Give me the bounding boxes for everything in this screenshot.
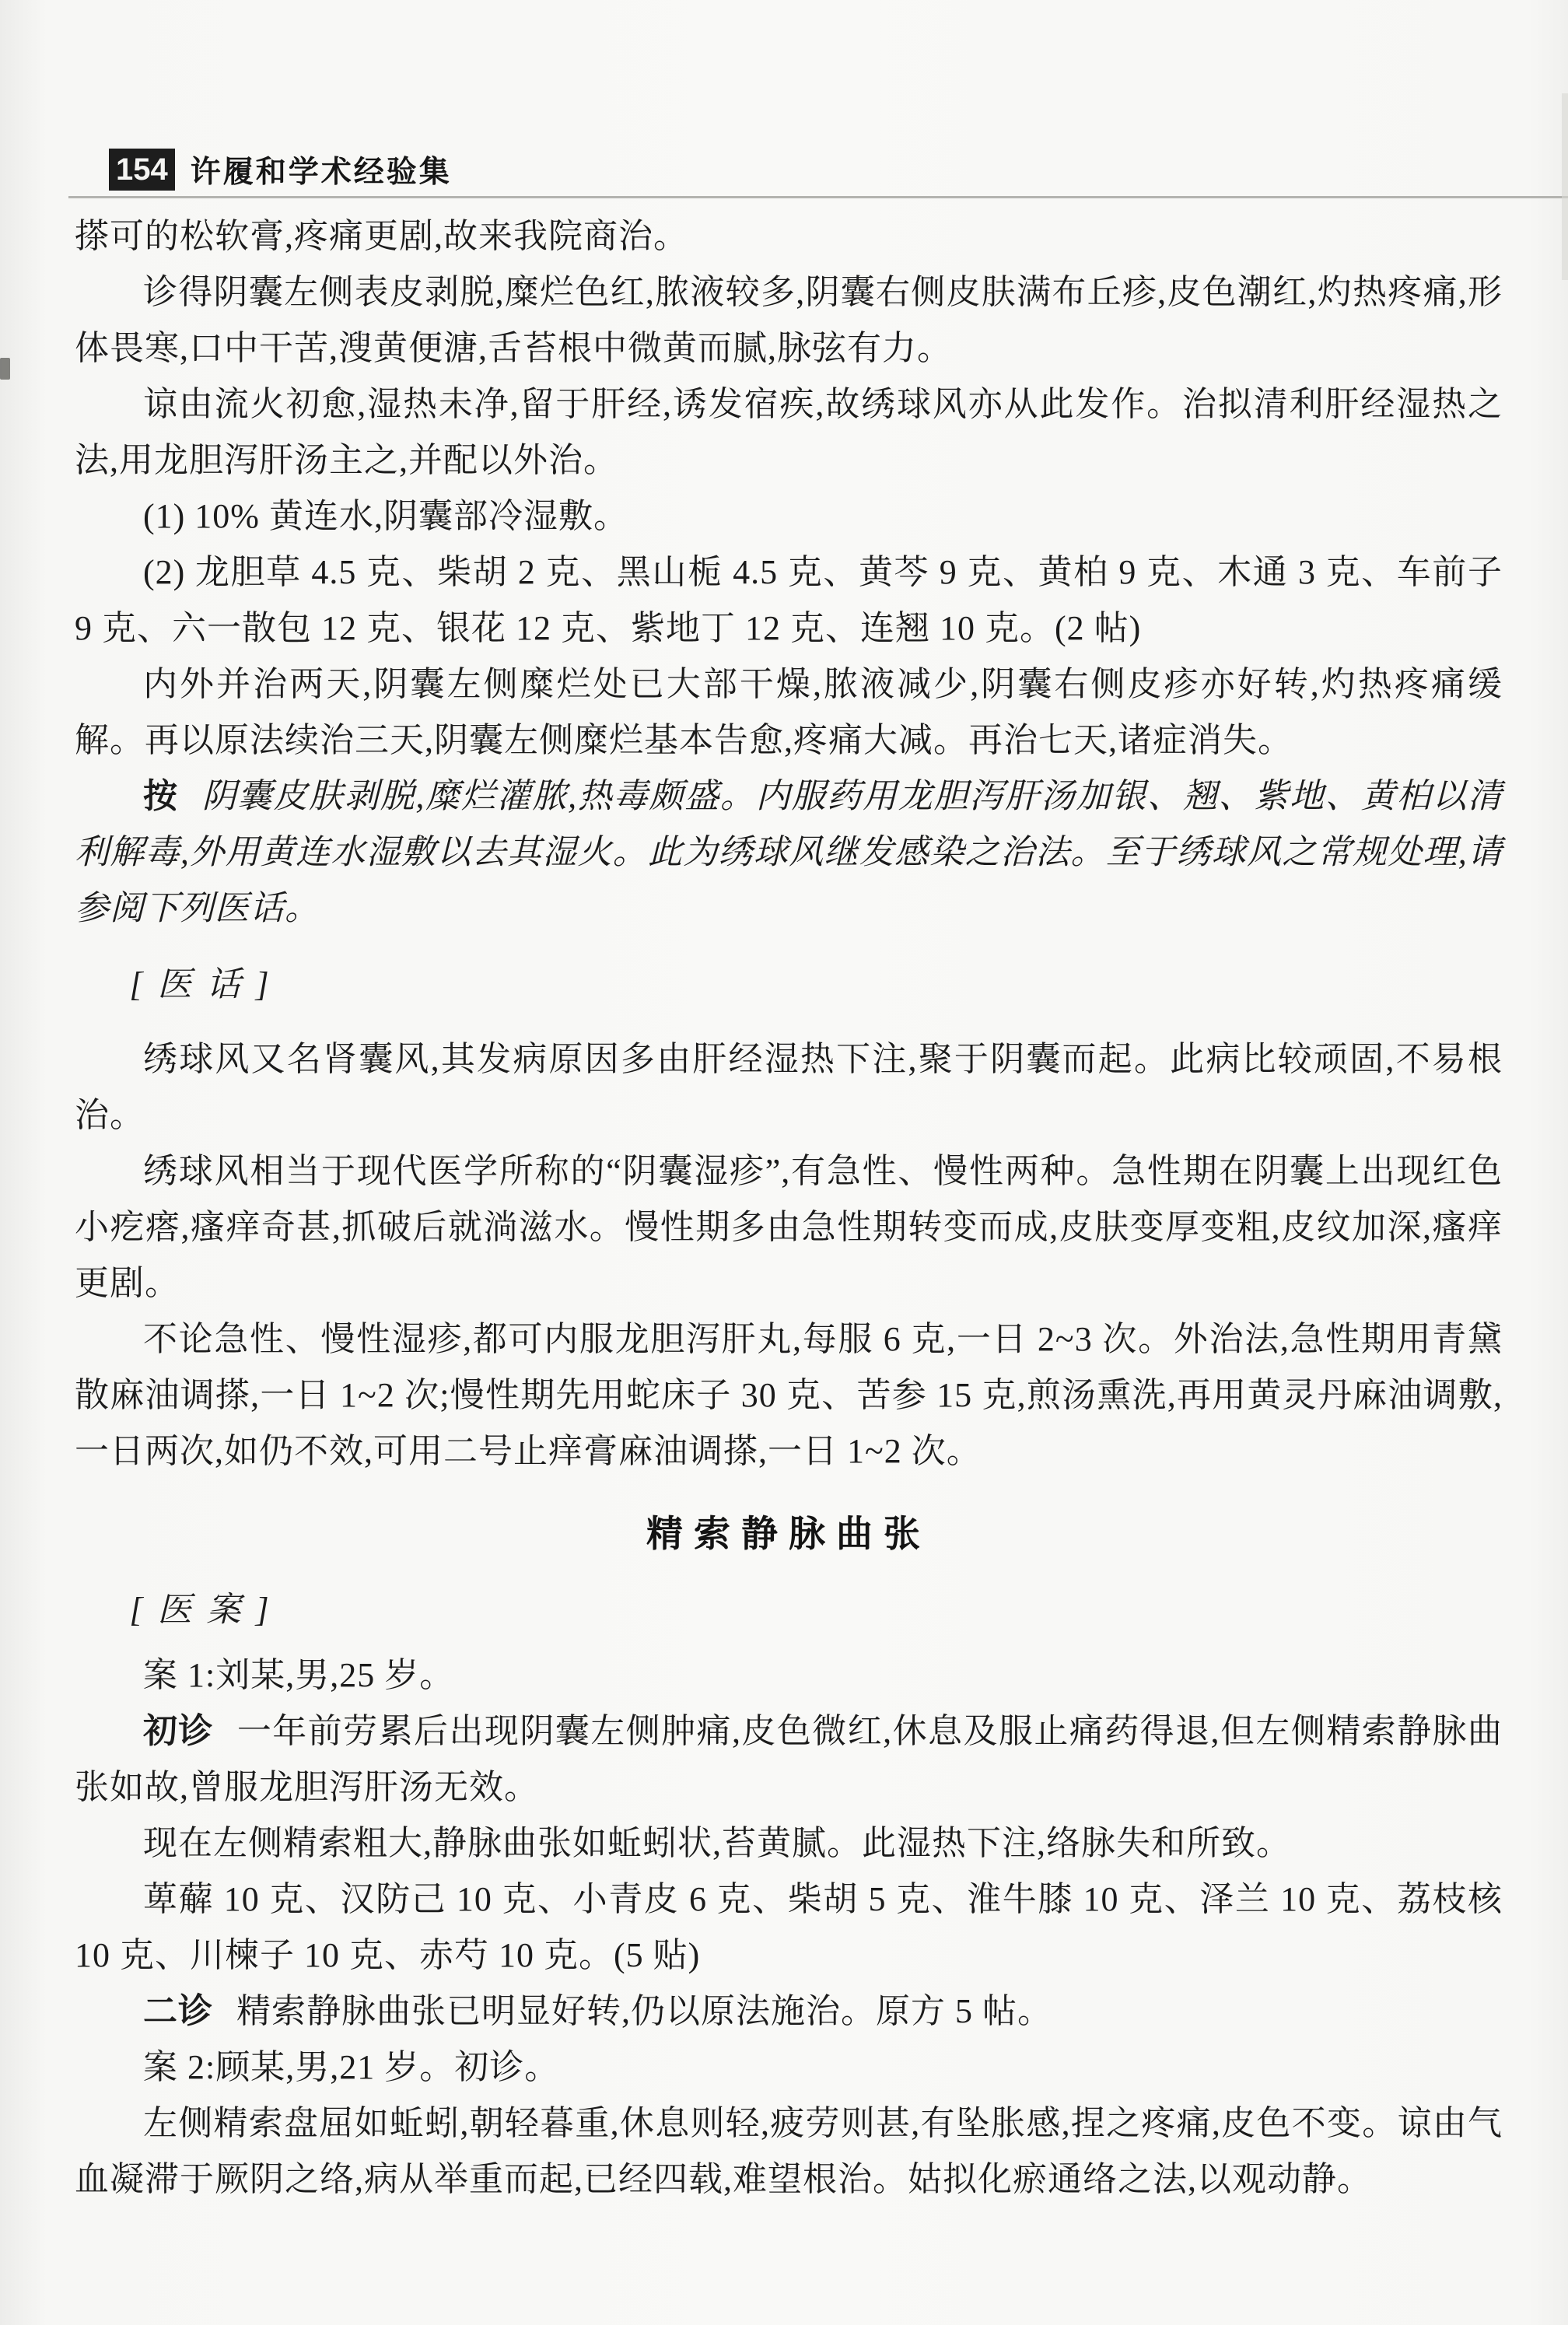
yihua-paragraph-2: 绣球风相当于现代医学所称的“阴囊湿疹”,有急性、慢性两种。急性期在阴囊上出现红色小疙瘩,瘙痒奇甚,抓破后就淌滋水。慢性期多由急性期转变而成,皮肤变厚变粗,皮纹加深,瘙痒更剧。 <box>75 1152 1503 1302</box>
second-visit-text: 精索静脉曲张已明显好转,仍以原法施治。原方 5 帖。 <box>236 1992 1052 2030</box>
page-number-badge: 154 <box>109 149 175 191</box>
paragraph-continuation: 搽可的松软膏,疼痛更剧,故来我院商治。 <box>75 217 688 255</box>
case2-intro: 案 2:顾某,男,21 岁。初诊。 <box>143 2048 560 2086</box>
second-visit-label: 二诊 <box>143 1992 213 2030</box>
yihua-paragraph-1: 绣球风又名肾囊风,其发病原因多由肝经湿热下注,聚于阴囊而起。此病比较顽固,不易根治。 <box>75 1040 1503 1134</box>
case1-second-visit <box>75 1984 1503 2040</box>
paragraph-analysis: 谅由流火初愈,湿热未净,留于肝经,诱发宿疾,故绣球风亦从此发作。治拟清利肝经湿热之法,用龙胆泻肝汤主之,并配以外治。 <box>75 385 1503 479</box>
prescription-item-2: (2) 龙胆草 4.5 克、柴胡 2 克、黑山栀 4.5 克、黄芩 9 克、黄柏 9 克、木通 3 克、车前子 9 克、六一散包 12 克、银花 12 克、紫地丁 12 克、连翘 10 克。(2 帖) <box>75 553 1503 647</box>
yian-section-heading: [ 医 案 ] <box>129 1591 272 1629</box>
first-visit-label: 初诊 <box>143 1712 214 1750</box>
commentary-label: 按 <box>143 777 179 815</box>
case1-prescription: 萆薢 10 克、汉防己 10 克、小青皮 6 克、柴胡 5 克、淮牛膝 10 克、泽兰 10 克、荔枝核 10 克、川楝子 10 克、赤芍 10 克。(5 贴) <box>75 1880 1503 1974</box>
book-title: 许履和学术经验集 <box>190 156 452 189</box>
case1-first-visit <box>75 1703 1503 1816</box>
case1-exam: 现在左侧精索粗大,静脉曲张如蚯蚓状,苔黄腻。此湿热下注,络脉失和所致。 <box>143 1824 1291 1862</box>
yihua-paragraph-3: 不论急性、慢性湿疹,都可内服龙胆泻肝丸,每服 6 克,一日 2~3 次。外治法,急性期用青黛散麻油调搽,一日 1~2 次;慢性期先用蛇床子 30 克、苦参 15 克,煎汤熏洗,再用黄灵丹麻油调敷,一日两次,如仍不效,可用二号止痒膏麻油调搽,一日 1~2 次。 <box>75 1320 1503 1470</box>
prescription-item-1: (1) 10% 黄连水,阴囊部冷湿敷。 <box>143 497 628 535</box>
paragraph-examination: 诊得阴囊左侧表皮剥脱,糜烂色红,脓液较多,阴囊右侧皮肤满布丘疹,皮色潮红,灼热疼痛,形体畏寒,口中干苦,溲黄便溏,舌苔根中微黄而腻,脉弦有力。 <box>75 273 1503 367</box>
yihua-section-heading: [ 医 话 ] <box>129 965 272 1003</box>
chapter-section-title: 精索静脉曲张 <box>646 1513 931 1554</box>
page-body-text <box>75 208 1503 2208</box>
case2-description: 左侧精索盘屈如蚯蚓,朝轻暮重,休息则轻,疲劳则甚,有坠胀感,捏之疼痛,皮色不变。谅由气血凝滞于厥阴之络,病从举重而起,已经四载,难望根治。姑拟化瘀通络之法,以观动静。 <box>75 2104 1503 2198</box>
case1-intro: 案 1:刘某,男,25 岁。 <box>143 1656 455 1694</box>
commentary-text: 阴囊皮肤剥脱,糜烂灌脓,热毒颇盛。内服药用龙胆泻肝汤加银、翘、紫地、黄柏以清利解毒,外用黄连水湿敷以去其湿火。此为绣球风继发感染之治法。至于绣球风之常规处理,请参阅下列医话。 <box>75 777 1503 927</box>
running-header <box>109 148 452 191</box>
first-visit-text: 一年前劳累后出现阴囊左侧肿痛,皮色微红,休息及服止痛药得退,但左侧精索静脉曲张如故,曾服龙胆泻肝汤无效。 <box>75 1712 1503 1806</box>
paragraph-outcome: 内外并治两天,阴囊左侧糜烂处已大部干燥,脓液减少,阴囊右侧皮疹亦好转,灼热疼痛缓解。再以原法续治三天,阴囊左侧糜烂基本告愈,疼痛大减。再治七天,诸症消失。 <box>75 665 1503 759</box>
commentary-paragraph <box>75 769 1503 937</box>
scan-artifact-left-edge <box>0 358 10 380</box>
scan-artifact-right-edge <box>1562 93 1568 280</box>
header-divider <box>68 196 1568 198</box>
